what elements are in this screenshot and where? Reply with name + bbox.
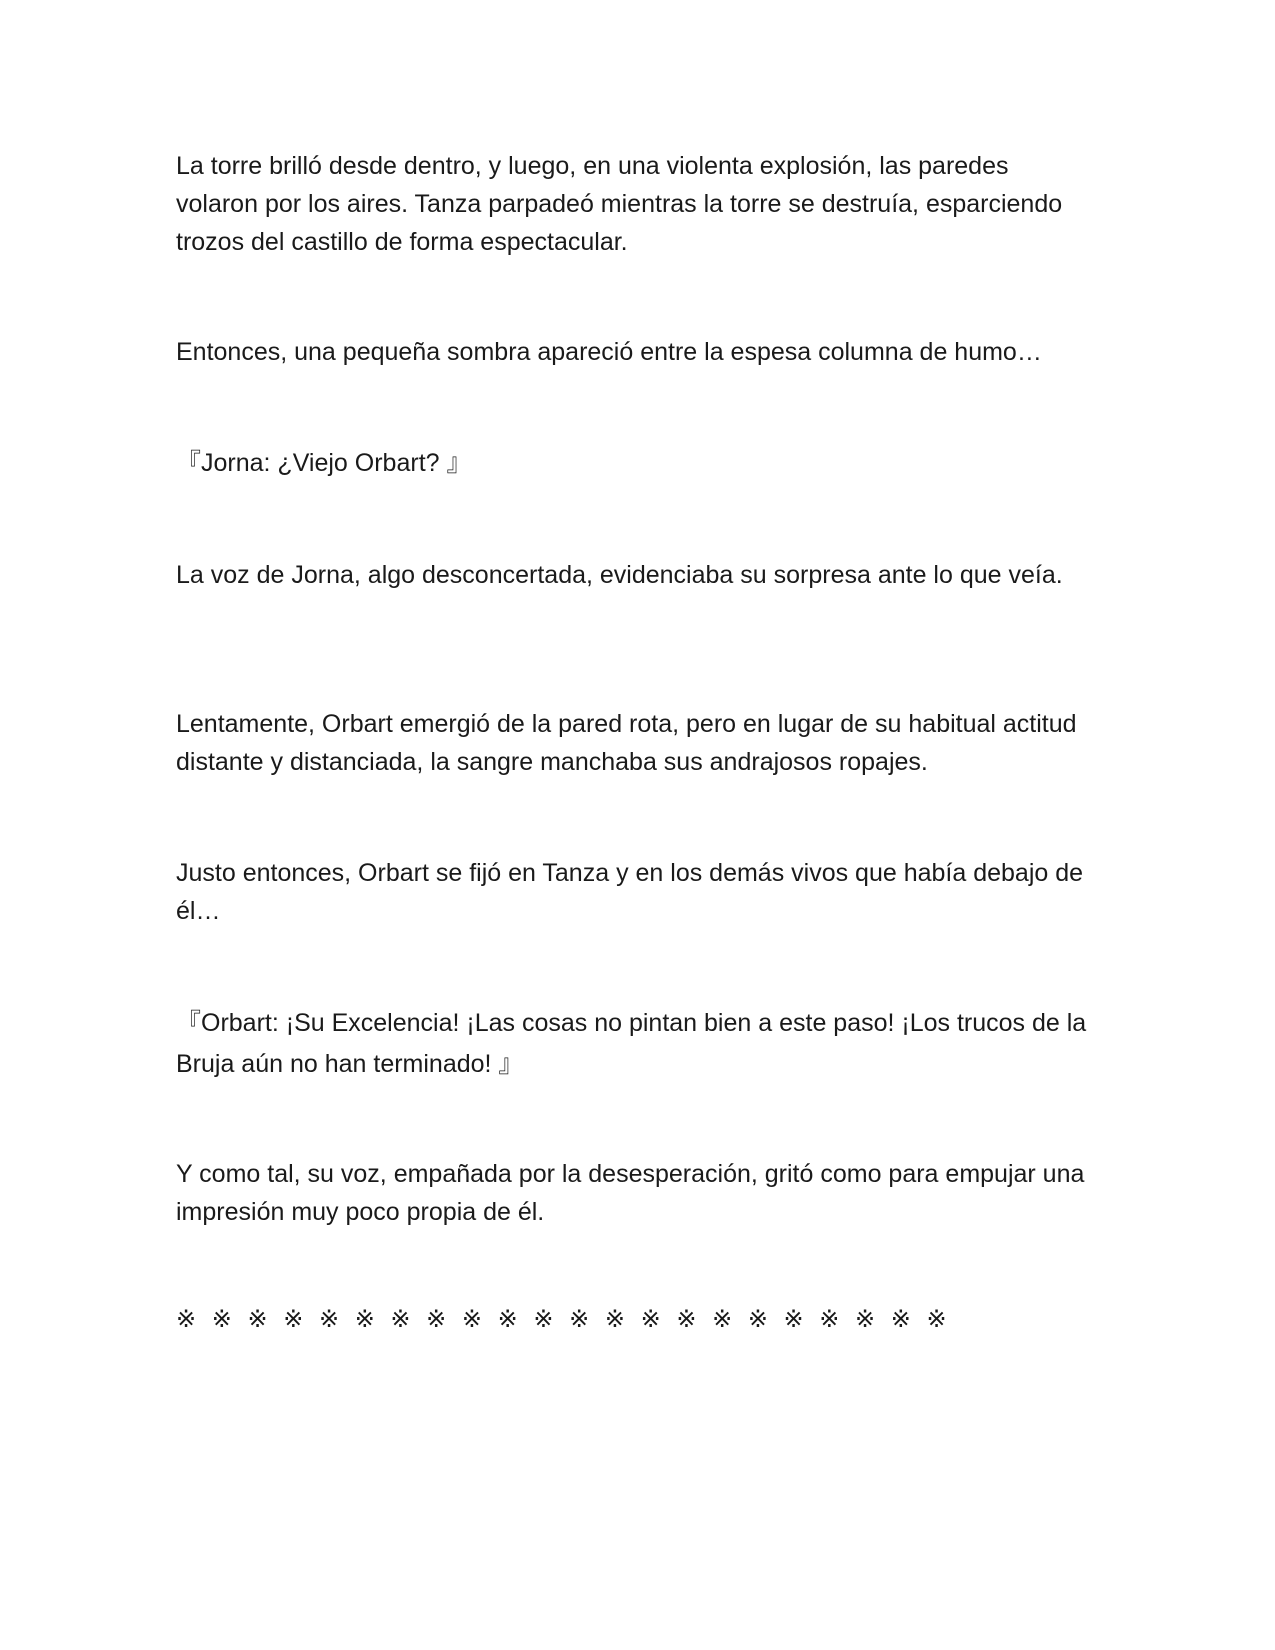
paragraph-narration-orbart-notices: Justo entonces, Orbart se fijó en Tanza y en los demás vivos que había debajo de él… [176,859,1090,925]
paragraph-narration-explosion: La torre brilló desde dentro, y luego, en una violenta explosión, las paredes volaron por los aires. Tanza parpadeó mientras la torre se destruía, esparciendo trozos del castillo de forma espectacular. [176,152,1070,256]
paragraph-narration-orbart-voice: Y como tal, su voz, empañada por la desesperación, gritó como para empujar una impresión muy poco propia de él. [176,1160,1092,1226]
paragraph-narration-shadow: Entonces, una pequeña sombra apareció entre la espesa columna de humo… [176,338,1042,366]
scene-separator: ※ ※ ※ ※ ※ ※ ※ ※ ※ ※ ※ ※ ※ ※ ※ ※ ※ ※ ※ ※ ※ ※ [176,1305,951,1333]
dialogue-orbart: 『Orbart: ¡Su Excelencia! ¡Las cosas no pintan bien a este paso! ¡Los trucos de la Bruja aún no han terminado! 』 [176,1009,1094,1078]
dialogue-jorna: 『Jorna: ¿Viejo Orbart? 』 [176,449,472,477]
paragraph-narration-jorna-voice: La voz de Jorna, algo desconcertada, evidenciaba su sorpresa ante lo que veía. [176,561,1063,589]
paragraph-narration-orbart-emerges: Lentamente, Orbart emergió de la pared rota, pero en lugar de su habitual actitud distante y distanciada, la sangre manchaba sus andrajosos ropajes. [176,710,1084,776]
